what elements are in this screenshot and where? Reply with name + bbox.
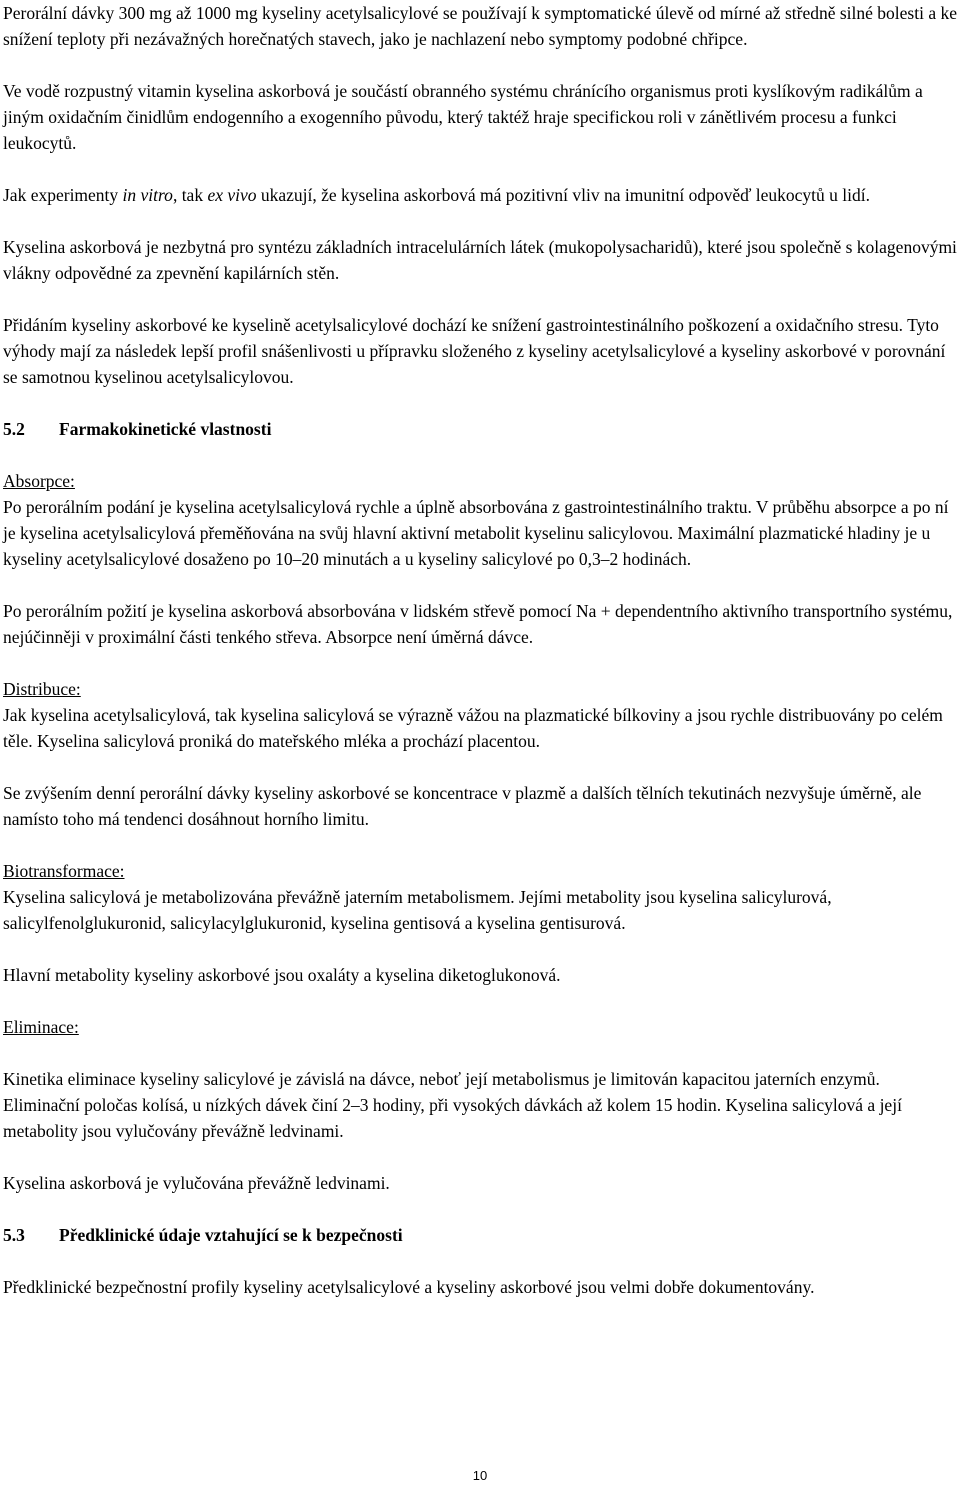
- distribution-paragraph-1: Jak kyselina acetylsalicylová, tak kyselina salicylová se výrazně vážou na plazmatické bílkoviny a jsou rychle distribuovány po celém těle. Kyselina salicylová proniká do mateřského mléka a prochází placentou.: [3, 705, 943, 751]
- elimination-paragraph-2: Kyselina askorbová je vylučována převážně ledvinami.: [3, 1173, 390, 1193]
- section-5-2-title: Farmakokinetické vlastnosti: [59, 419, 272, 439]
- distribution-paragraph-2: Se zvýšením denní perorální dávky kyseliny askorbové se koncentrace v plazmě a dalších tělních tekutinách nezvyšuje úměrně, ale namísto toho má tendenci dosáhnout horního limitu.: [3, 783, 922, 829]
- intro-paragraph-3: [3, 182, 958, 208]
- section-5-3-title: Předklinické údaje vztahující se k bezpečnosti: [59, 1225, 403, 1245]
- absorption-paragraph-1: Po perorálním podání je kyselina acetylsalicylová rychle a úplně absorbována z gastrointestinálního traktu. V průběhu absorpce a po ní je kyselina acetylsalicylová přeměňována na svůj hlavní aktivní metabolit kyselinu salicylovou. Maximální plazmatické hladiny je u kyseliny acetylsalicylové dosaženo po 10–20 minutách a u kyseliny salicylové po 0,3–2 hodinách.: [3, 497, 949, 569]
- elimination-label: Eliminace:: [3, 1017, 79, 1037]
- section-5-3-heading: [3, 1222, 958, 1248]
- intro-paragraph-2: Ve vodě rozpustný vitamin kyselina askorbová je součástí obranného systému chránícího organismus proti kyslíkovým radikálům a jiným oxidačním činidlům endogenního a exogenního původu, který taktéž hraje specifickou roli v zánětlivém procesu a funkci leukocytů.: [3, 81, 923, 153]
- intro-paragraph-4: Kyselina askorbová je nezbytná pro syntézu základních intracelulárních látek (mukopolysacharidů), které jsou společně s kolagenovými vlákny odpovědné za zpevnění kapilárních stěn.: [3, 237, 957, 283]
- absorption-paragraph-2: Po perorálním požití je kyselina askorbová absorbována v lidském střevě pomocí Na + dependentního aktivního transportního systému, nejúčinněji v proximální části tenkého střeva. Absorpce není úměrná dávce.: [3, 601, 953, 647]
- intro-p3-text-a: Jak experimenty: [3, 185, 123, 205]
- intro-paragraph-5: Přidáním kyseliny askorbové ke kyselině acetylsalicylové dochází ke snížení gastrointestinálního poškození a oxidačního stresu. Tyto výhody mají za následek lepší profil snášenlivosti u přípravku složeného z kyseliny acetylsalicylové a kyseliny askorbové v porovnání se samotnou kyselinou acetylsalicylovou.: [3, 315, 946, 387]
- biotransformation-paragraph-2: Hlavní metabolity kyseliny askorbové jsou oxaláty a kyselina diketoglukonová.: [3, 965, 561, 985]
- document-page: [3, 0, 958, 1300]
- absorption-label: Absorpce:: [3, 471, 75, 491]
- biotransformation-paragraph-1: Kyselina salicylová je metabolizována převážně jaterním metabolismem. Jejími metabolity jsou kyselina salicylurová, salicylfenolglukuronid, salicylacylglukuronid, kyselina gentisová a kyselina gentisurová.: [3, 887, 832, 933]
- page-number: 10: [472, 1468, 488, 1483]
- section-5-2-number: 5.2: [3, 419, 25, 439]
- section-5-3-number: 5.3: [3, 1225, 25, 1245]
- section-5-2-heading: [3, 416, 958, 442]
- preclinical-paragraph: Předklinické bezpečnostní profily kyseliny acetylsalicylové a kyseliny askorbové jsou velmi dobře dokumentovány.: [3, 1277, 815, 1297]
- biotransformation-label: Biotransformace:: [3, 861, 125, 881]
- intro-p3-text-c: , tak: [172, 185, 208, 205]
- distribution-label: Distribuce:: [3, 679, 81, 699]
- in-vitro-term: in vitro: [122, 185, 173, 205]
- elimination-paragraph-1: Kinetika eliminace kyseliny salicylové je závislá na dávce, neboť její metabolismus je limitován kapacitou jaterních enzymů. Eliminační poločas kolísá, u nízkých dávek činí 2–3 hodiny, při vysokých dávkách až kolem 15 hodin. Kyselina salicylová a její metabolity jsou vylučovány převážně ledvinami.: [3, 1069, 902, 1141]
- intro-p3-text-e: ukazují, že kyselina askorbová má pozitivní vliv na imunitní odpověď leukocytů u lidí.: [256, 185, 870, 205]
- intro-paragraph-1: Perorální dávky 300 mg až 1000 mg kyseliny acetylsalicylové se používají k symptomatické úlevě od mírné až středně silné bolesti a ke snížení teploty při nezávažných horečnatých stavech, jako je nachlazení nebo symptomy podobné chřipce.: [3, 3, 957, 49]
- ex-vivo-term: ex vivo: [207, 185, 257, 205]
